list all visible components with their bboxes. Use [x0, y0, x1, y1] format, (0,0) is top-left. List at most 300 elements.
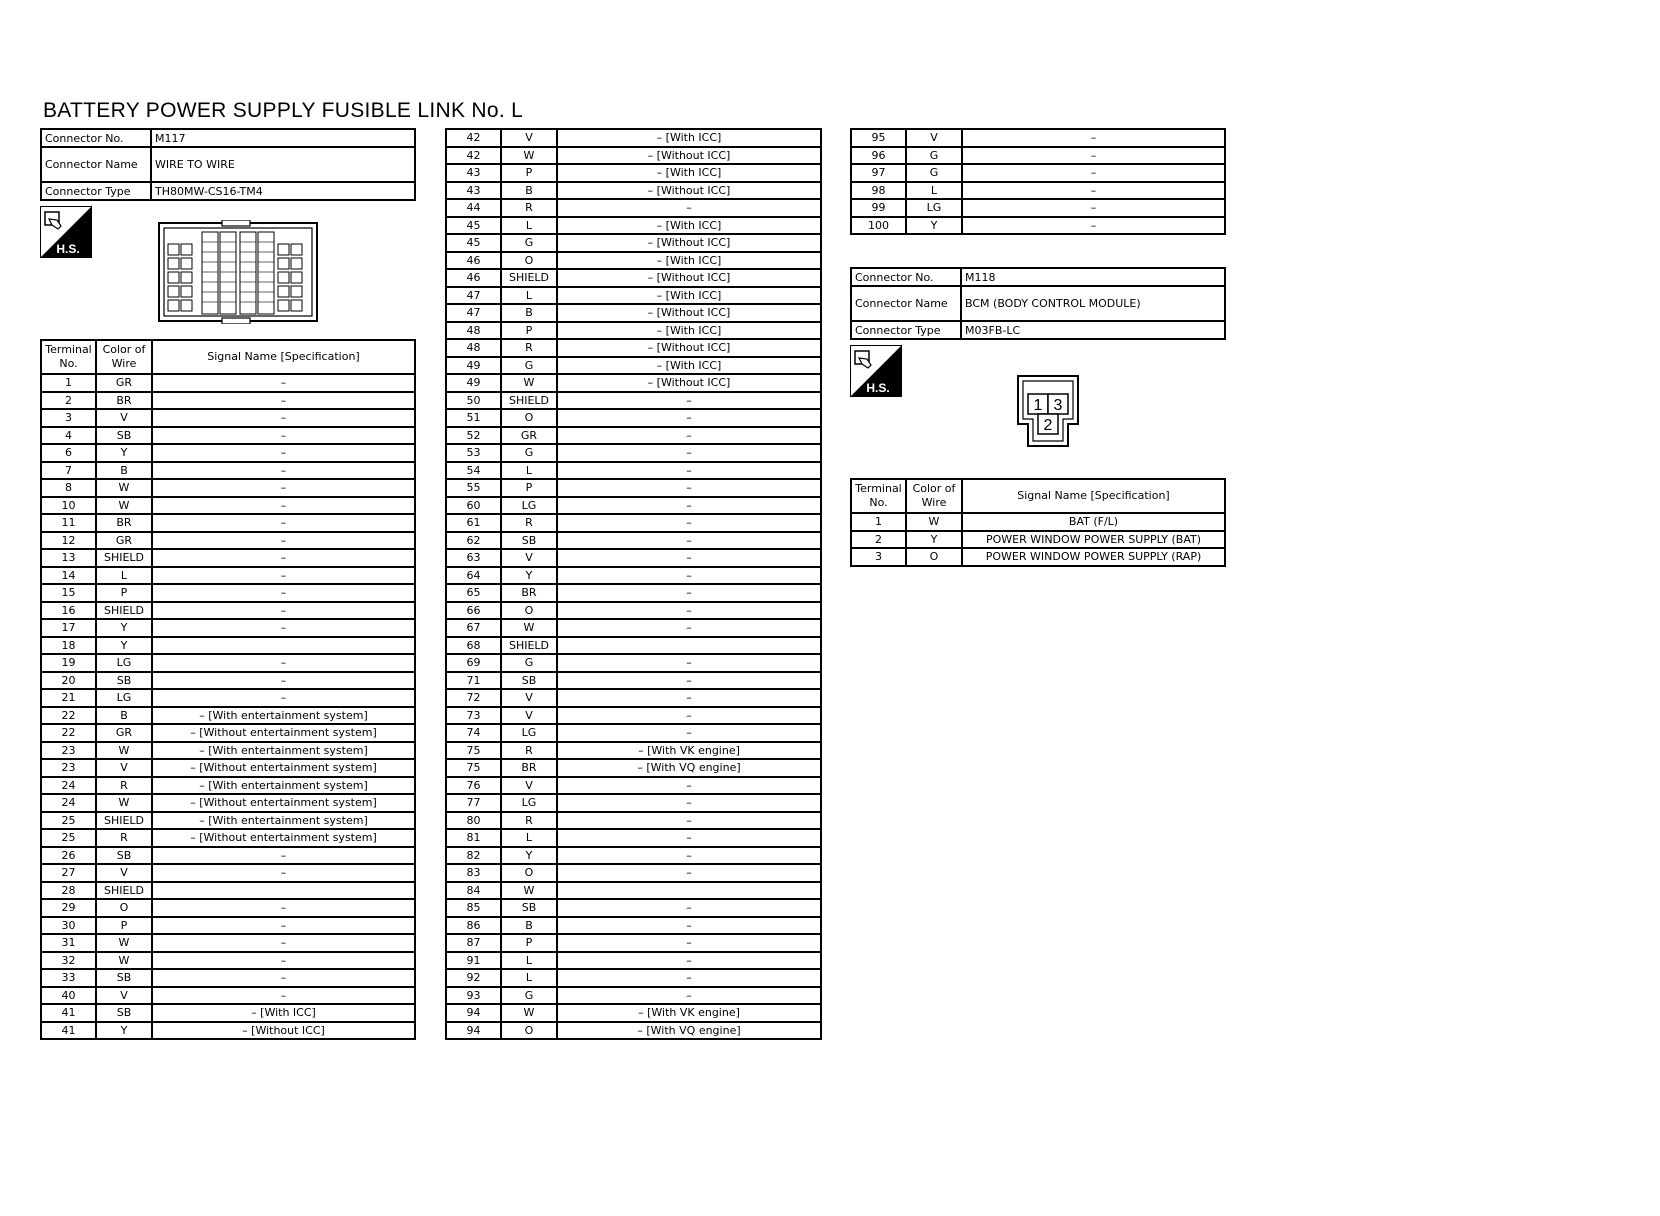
- terminal-table-m117-part3: [850, 128, 1226, 235]
- table-row: [446, 672, 821, 690]
- signal-name-cell: –: [152, 934, 415, 952]
- wire-color-cell: LG: [501, 497, 557, 515]
- table-row: [41, 514, 415, 532]
- terminal-cell: 41: [41, 1004, 96, 1022]
- wire-color-cell: O: [906, 548, 962, 566]
- terminal-cell: 28: [41, 882, 96, 900]
- terminal-cell: 3: [41, 409, 96, 427]
- wire-color-cell: Y: [906, 531, 962, 549]
- terminal-cell: 46: [446, 252, 501, 270]
- signal-name-cell: –: [557, 707, 821, 725]
- wire-color-cell: SB: [501, 899, 557, 917]
- table-row: [446, 742, 821, 760]
- info-label: Connector Type: [41, 182, 151, 200]
- signal-name-cell: – [Without entertainment system]: [152, 724, 415, 742]
- terminal-cell: 65: [446, 584, 501, 602]
- table-row: [446, 1004, 821, 1022]
- table-row: [41, 532, 415, 550]
- table-row: [446, 514, 821, 532]
- signal-name-cell: – [With ICC]: [557, 164, 821, 182]
- table-row: [446, 462, 821, 480]
- signal-name-cell: –: [962, 199, 1225, 217]
- terminal-cell: 66: [446, 602, 501, 620]
- signal-name-cell: –: [557, 462, 821, 480]
- table-row: [41, 444, 415, 462]
- signal-name-cell: – [Without entertainment system]: [152, 759, 415, 777]
- signal-name-cell: – [With VQ engine]: [557, 759, 821, 777]
- terminal-cell: 91: [446, 952, 501, 970]
- table-row: [41, 392, 415, 410]
- table-row: [446, 567, 821, 585]
- signal-name-cell: –: [152, 987, 415, 1005]
- table-row: [446, 864, 821, 882]
- wire-color-cell: SHIELD: [501, 392, 557, 410]
- terminal-cell: 47: [446, 304, 501, 322]
- terminal-cell: 67: [446, 619, 501, 637]
- signal-name-cell: – [With entertainment system]: [152, 812, 415, 830]
- table-row: [446, 427, 821, 445]
- terminal-cell: 87: [446, 934, 501, 952]
- table-row: [446, 234, 821, 252]
- pin-label: 3: [1053, 397, 1063, 414]
- signal-name-cell: –: [557, 689, 821, 707]
- table-row: [446, 724, 821, 742]
- table-row: [446, 707, 821, 725]
- terminal-cell: 62: [446, 532, 501, 550]
- terminal-cell: 1: [851, 513, 906, 531]
- signal-name-cell: [557, 637, 821, 655]
- terminal-cell: 15: [41, 584, 96, 602]
- table-row: [446, 899, 821, 917]
- wire-color-cell: W: [906, 513, 962, 531]
- table-row: [41, 934, 415, 952]
- signal-name-cell: –: [557, 549, 821, 567]
- signal-name-cell: –: [557, 409, 821, 427]
- terminal-cell: 75: [446, 742, 501, 760]
- table-row: [41, 549, 415, 567]
- wire-color-cell: O: [501, 1022, 557, 1040]
- terminal-cell: 80: [446, 812, 501, 830]
- terminal-cell: 16: [41, 602, 96, 620]
- terminal-cell: 25: [41, 829, 96, 847]
- wire-color-cell: Y: [501, 847, 557, 865]
- info-value: TH80MW-CS16-TM4: [151, 182, 415, 200]
- terminal-cell: 92: [446, 969, 501, 987]
- signal-name-cell: –: [152, 409, 415, 427]
- terminal-cell: 54: [446, 462, 501, 480]
- wire-color-cell: V: [96, 864, 152, 882]
- wire-color-cell: B: [501, 304, 557, 322]
- signal-name-cell: –: [557, 584, 821, 602]
- wire-color-cell: B: [501, 917, 557, 935]
- terminal-cell: 17: [41, 619, 96, 637]
- info-label: Connector No.: [851, 268, 961, 286]
- wire-color-cell: W: [96, 497, 152, 515]
- signal-header: Signal Name [Specification]: [152, 340, 415, 374]
- terminal-cell: 8: [41, 479, 96, 497]
- wire-color-cell: P: [96, 584, 152, 602]
- table-row: [41, 672, 415, 690]
- table-row: [446, 619, 821, 637]
- signal-name-cell: – [With VQ engine]: [557, 1022, 821, 1040]
- signal-name-cell: –: [152, 602, 415, 620]
- signal-name-cell: –: [152, 497, 415, 515]
- wire-color-cell: GR: [501, 427, 557, 445]
- terminal-cell: 94: [446, 1004, 501, 1022]
- signal-name-cell: –: [557, 672, 821, 690]
- table-row: [446, 252, 821, 270]
- wire-color-cell: L: [501, 287, 557, 305]
- signal-name-cell: –: [962, 164, 1225, 182]
- info-value: BCM (BODY CONTROL MODULE): [961, 286, 1225, 321]
- wire-color-cell: L: [501, 952, 557, 970]
- table-row: [446, 952, 821, 970]
- terminal-cell: 32: [41, 952, 96, 970]
- table-row: [41, 637, 415, 655]
- table-row: [446, 409, 821, 427]
- table-row: [446, 759, 821, 777]
- signal-name-cell: – [Without ICC]: [557, 339, 821, 357]
- table-row: [851, 199, 1225, 217]
- signal-name-cell: –: [557, 654, 821, 672]
- table-row: [41, 567, 415, 585]
- wire-color-cell: V: [906, 129, 962, 147]
- wire-color-cell: SB: [96, 847, 152, 865]
- table-row: [851, 129, 1225, 147]
- signal-name-cell: –: [557, 829, 821, 847]
- signal-name-cell: –: [557, 602, 821, 620]
- terminal-cell: 93: [446, 987, 501, 1005]
- table-row: [41, 724, 415, 742]
- terminal-cell: 55: [446, 479, 501, 497]
- wire-color-cell: GR: [96, 374, 152, 392]
- signal-name-cell: –: [152, 952, 415, 970]
- signal-name-cell: –: [152, 374, 415, 392]
- signal-name-cell: –: [962, 129, 1225, 147]
- signal-name-cell: –: [557, 934, 821, 952]
- terminal-cell: 14: [41, 567, 96, 585]
- wire-color-cell: BR: [96, 514, 152, 532]
- wire-color-cell: R: [96, 777, 152, 795]
- terminal-cell: 45: [446, 234, 501, 252]
- terminal-cell: 60: [446, 497, 501, 515]
- table-row: [446, 374, 821, 392]
- terminal-cell: 72: [446, 689, 501, 707]
- wire-color-cell: LG: [501, 794, 557, 812]
- wire-color-cell: O: [501, 864, 557, 882]
- signal-name-cell: –: [152, 864, 415, 882]
- terminal-cell: 3: [851, 548, 906, 566]
- table-row: [446, 532, 821, 550]
- table-row: [41, 707, 415, 725]
- terminal-cell: 6: [41, 444, 96, 462]
- wire-color-cell: P: [501, 479, 557, 497]
- wire-color-cell: P: [501, 322, 557, 340]
- signal-name-cell: –: [557, 847, 821, 865]
- signal-name-cell: –: [557, 479, 821, 497]
- wire-color-cell: V: [501, 777, 557, 795]
- table-row: [41, 689, 415, 707]
- signal-name-cell: –: [152, 899, 415, 917]
- table-row: [41, 759, 415, 777]
- table-row: [446, 812, 821, 830]
- terminal-table-m117-part1: [40, 339, 416, 1040]
- terminal-cell: 100: [851, 217, 906, 235]
- signal-name-cell: – [With ICC]: [557, 287, 821, 305]
- signal-name-cell: –: [152, 917, 415, 935]
- table-row: [446, 339, 821, 357]
- table-row: [41, 1004, 415, 1022]
- signal-name-cell: –: [557, 567, 821, 585]
- signal-name-cell: –: [557, 777, 821, 795]
- signal-name-cell: –: [962, 147, 1225, 165]
- signal-name-cell: – [With ICC]: [557, 322, 821, 340]
- table-row: [41, 882, 415, 900]
- wire-color-cell: SHIELD: [96, 602, 152, 620]
- info-label: Connector No.: [41, 129, 151, 147]
- connector-info-m117: [40, 128, 416, 201]
- table-row: [446, 304, 821, 322]
- signal-name-cell: –: [152, 567, 415, 585]
- terminal-cell: 13: [41, 549, 96, 567]
- wire-color-cell: W: [96, 934, 152, 952]
- pin-label: 2: [1043, 417, 1053, 434]
- wire-color-cell: W: [501, 374, 557, 392]
- wire-color-cell: SB: [501, 672, 557, 690]
- terminal-cell: 23: [41, 759, 96, 777]
- signal-name-cell: – [Without ICC]: [557, 182, 821, 200]
- terminal-cell: 12: [41, 532, 96, 550]
- signal-name-cell: –: [557, 427, 821, 445]
- table-row: [851, 548, 1225, 566]
- wire-color-cell: Y: [96, 619, 152, 637]
- signal-name-cell: –: [557, 724, 821, 742]
- wire-color-cell: G: [501, 444, 557, 462]
- terminal-cell: 84: [446, 882, 501, 900]
- page-title: BATTERY POWER SUPPLY FUSIBLE LINK No. L: [43, 99, 524, 122]
- wire-color-cell: G: [501, 357, 557, 375]
- terminal-cell: 98: [851, 182, 906, 200]
- terminal-cell: 76: [446, 777, 501, 795]
- terminal-cell: 4: [41, 427, 96, 445]
- connector-face-m118: [1016, 374, 1080, 452]
- table-row: [41, 952, 415, 970]
- table-row: [41, 899, 415, 917]
- table-row: [446, 129, 821, 147]
- table-row: [41, 742, 415, 760]
- terminal-cell: 22: [41, 707, 96, 725]
- terminal-cell: 33: [41, 969, 96, 987]
- table-row: [446, 637, 821, 655]
- signal-name-cell: – [With ICC]: [152, 1004, 415, 1022]
- terminal-cell: 51: [446, 409, 501, 427]
- table-row: [446, 969, 821, 987]
- wire-color-cell: Y: [96, 444, 152, 462]
- table-row: [446, 147, 821, 165]
- signal-name-cell: – [With ICC]: [557, 252, 821, 270]
- wire-color-cell: P: [96, 917, 152, 935]
- wire-color-cell: Y: [96, 1022, 152, 1040]
- wire-color-cell: L: [96, 567, 152, 585]
- table-row: [446, 829, 821, 847]
- signal-name-cell: –: [152, 514, 415, 532]
- terminal-cell: 64: [446, 567, 501, 585]
- terminal-cell: 26: [41, 847, 96, 865]
- terminal-cell: 47: [446, 287, 501, 305]
- wire-color-cell: R: [501, 514, 557, 532]
- table-row: [41, 462, 415, 480]
- table-row: [41, 794, 415, 812]
- wire-color-cell: G: [501, 987, 557, 1005]
- wire-color-cell: BR: [501, 759, 557, 777]
- connector-info-m118: [850, 267, 1226, 340]
- terminal-cell: 2: [41, 392, 96, 410]
- wire-color-cell: G: [501, 234, 557, 252]
- signal-name-cell: –: [152, 427, 415, 445]
- signal-name-cell: – [Without ICC]: [557, 234, 821, 252]
- terminal-table-m117-part2: [445, 128, 822, 1040]
- table-row: [41, 654, 415, 672]
- wire-color-cell: L: [501, 969, 557, 987]
- terminal-cell: 97: [851, 164, 906, 182]
- signal-header: Signal Name [Specification]: [962, 479, 1225, 513]
- terminal-cell: 18: [41, 637, 96, 655]
- connector-hand-icon: [45, 212, 61, 229]
- wire-color-cell: P: [501, 934, 557, 952]
- table-row: [41, 584, 415, 602]
- signal-name-cell: –: [557, 794, 821, 812]
- signal-name-cell: POWER WINDOW POWER SUPPLY (RAP): [962, 548, 1225, 566]
- wire-color-cell: W: [96, 479, 152, 497]
- wire-color-cell: SB: [96, 427, 152, 445]
- table-row: [41, 602, 415, 620]
- info-value: M03FB-LC: [961, 321, 1225, 339]
- terminal-cell: 77: [446, 794, 501, 812]
- info-value: WIRE TO WIRE: [151, 147, 415, 182]
- wire-color-cell: V: [96, 409, 152, 427]
- terminal-cell: 42: [446, 147, 501, 165]
- wire-color-cell: R: [96, 829, 152, 847]
- signal-name-cell: –: [152, 444, 415, 462]
- wire-color-cell: SHIELD: [501, 637, 557, 655]
- table-row: [446, 269, 821, 287]
- wire-color-cell: L: [906, 182, 962, 200]
- table-row: [446, 1022, 821, 1040]
- wire-color-cell: LG: [96, 654, 152, 672]
- table-row: [41, 812, 415, 830]
- wire-color-cell: B: [96, 707, 152, 725]
- terminal-header: Terminal No.: [41, 340, 96, 374]
- table-row: [851, 531, 1225, 549]
- terminal-cell: 10: [41, 497, 96, 515]
- signal-name-cell: – [With ICC]: [557, 217, 821, 235]
- terminal-cell: 40: [41, 987, 96, 1005]
- signal-name-cell: –: [152, 847, 415, 865]
- terminal-cell: 11: [41, 514, 96, 532]
- terminal-cell: 21: [41, 689, 96, 707]
- terminal-cell: 50: [446, 392, 501, 410]
- signal-name-cell: BAT (F/L): [962, 513, 1225, 531]
- wire-color-cell: V: [501, 549, 557, 567]
- table-row: [851, 217, 1225, 235]
- signal-name-cell: –: [557, 899, 821, 917]
- signal-name-cell: –: [557, 619, 821, 637]
- signal-name-cell: POWER WINDOW POWER SUPPLY (BAT): [962, 531, 1225, 549]
- terminal-cell: 75: [446, 759, 501, 777]
- info-value: M117: [151, 129, 415, 147]
- table-row: [851, 182, 1225, 200]
- wire-color-cell: GR: [96, 724, 152, 742]
- wire-color-cell: W: [96, 742, 152, 760]
- terminal-cell: 31: [41, 934, 96, 952]
- terminal-cell: 95: [851, 129, 906, 147]
- signal-name-cell: – [Without ICC]: [557, 374, 821, 392]
- signal-name-cell: –: [557, 969, 821, 987]
- wire-color-cell: SB: [96, 1004, 152, 1022]
- table-row: [41, 409, 415, 427]
- hs-label: H.S.: [866, 381, 890, 395]
- table-row: [446, 287, 821, 305]
- table-row: [41, 374, 415, 392]
- wire-color-cell: V: [96, 987, 152, 1005]
- table-row: [41, 864, 415, 882]
- table-row: [446, 584, 821, 602]
- wire-color-cell: V: [96, 759, 152, 777]
- wire-color-cell: W: [96, 952, 152, 970]
- wire-color-cell: Y: [501, 567, 557, 585]
- signal-name-cell: – [With VK engine]: [557, 742, 821, 760]
- signal-name-cell: [152, 637, 415, 655]
- wire-color-cell: W: [501, 147, 557, 165]
- color-header: Color of Wire: [96, 340, 152, 374]
- terminal-cell: 85: [446, 899, 501, 917]
- table-row: [446, 182, 821, 200]
- terminal-cell: 25: [41, 812, 96, 830]
- signal-name-cell: –: [557, 532, 821, 550]
- terminal-cell: 27: [41, 864, 96, 882]
- table-row: [446, 357, 821, 375]
- table-row: [851, 164, 1225, 182]
- signal-name-cell: [152, 882, 415, 900]
- terminal-cell: 73: [446, 707, 501, 725]
- wire-color-cell: V: [501, 689, 557, 707]
- wire-color-cell: SHIELD: [96, 882, 152, 900]
- info-value: M118: [961, 268, 1225, 286]
- wire-color-cell: V: [501, 129, 557, 147]
- wire-color-cell: GR: [96, 532, 152, 550]
- terminal-cell: 19: [41, 654, 96, 672]
- terminal-cell: 48: [446, 339, 501, 357]
- table-row: [41, 479, 415, 497]
- table-row: [446, 602, 821, 620]
- wire-color-cell: G: [906, 164, 962, 182]
- table-row: [41, 497, 415, 515]
- wire-color-cell: L: [501, 217, 557, 235]
- signal-name-cell: – [With VK engine]: [557, 1004, 821, 1022]
- wire-color-cell: LG: [906, 199, 962, 217]
- terminal-cell: 99: [851, 199, 906, 217]
- table-row: [446, 444, 821, 462]
- terminal-table-m118: [850, 478, 1226, 567]
- terminal-cell: 41: [41, 1022, 96, 1040]
- signal-name-cell: – [With ICC]: [557, 129, 821, 147]
- table-row: [446, 934, 821, 952]
- wire-color-cell: O: [501, 409, 557, 427]
- terminal-cell: 24: [41, 777, 96, 795]
- table-row: [446, 479, 821, 497]
- table-row: [41, 829, 415, 847]
- terminal-cell: 43: [446, 164, 501, 182]
